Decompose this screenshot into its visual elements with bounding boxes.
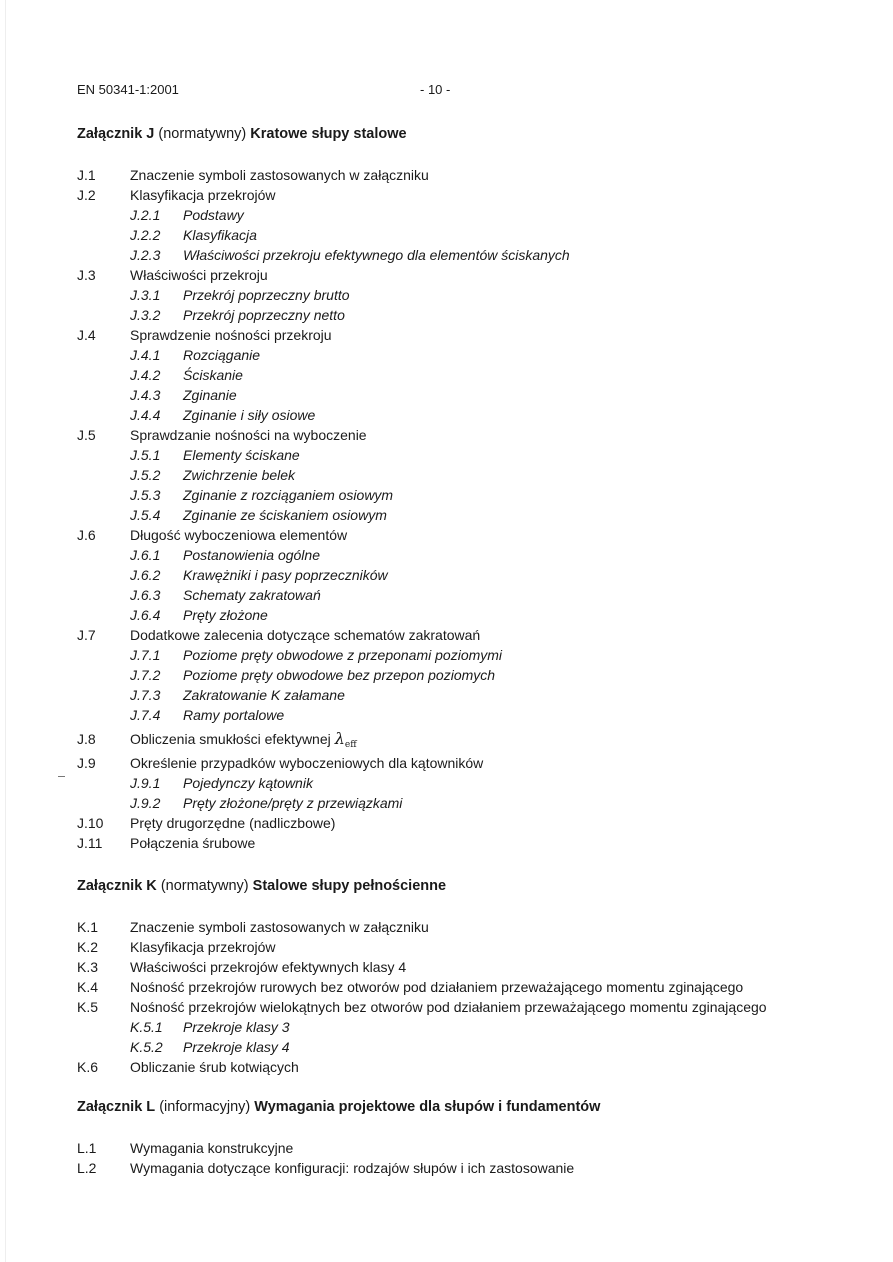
scan-edge: [5, 0, 6, 1262]
toc-item-j7-3: J.7.3 Zakratowanie K załamane: [130, 687, 345, 703]
toc-item-j5-2: J.5.2 Zwichrzenie belek: [130, 467, 296, 483]
toc-item-j9-1: J.9.1 Pojedynczy kątownik: [130, 775, 313, 791]
toc-item-j4-2: J.4.2 Ściskanie: [130, 367, 243, 383]
toc-item-j6-3: J.6.3 Schematy zakratowań: [130, 587, 321, 603]
toc-item-j4: J.4 Sprawdzenie nośności przekroju: [77, 327, 332, 343]
toc-item-j7-1: J.7.1 Poziome pręty obwodowe z przeponami poziomymi: [130, 647, 503, 663]
toc-item-j5: J.5 Sprawdzanie nośności na wyboczenie: [77, 427, 367, 443]
toc-item-j8-text: Obliczenia smukłości efektywnej: [130, 731, 331, 747]
toc-item-j5-1: J.5.1 Elementy ściskane: [130, 447, 300, 463]
margin-mark: [58, 776, 65, 777]
annex-j-heading: [77, 126, 407, 142]
annex-j-title: Kratowe słupy stalowe: [250, 126, 407, 142]
annex-k-label: Załącznik K: [77, 878, 157, 894]
toc-item-j4-1: J.4.1 Rozciąganie: [130, 347, 261, 363]
toc-item-k5: K.5 Nośność przekrojów wielokątnych bez otworów pod działaniem przeważającego momentu zginającego: [77, 999, 767, 1015]
toc-item-j6-4: J.6.4 Pręty złożone: [130, 607, 268, 623]
annex-j-type: (normatywny): [158, 126, 247, 142]
toc-item-j3-2: J.3.2 Przekrój poprzeczny netto: [130, 307, 345, 323]
toc-item-j2-2: J.2.2 Klasyfikacja: [130, 227, 257, 243]
toc-item-j9-2: J.9.2 Pręty złożone/pręty z przewiązkami: [130, 795, 403, 811]
toc-item-k4: K.4 Nośność przekrojów rurowych bez otworów pod działaniem przeważającego momentu zginającego: [77, 979, 744, 995]
annex-k-title: Stalowe słupy pełnościenne: [252, 878, 447, 894]
toc-item-k1: K.1 Znaczenie symboli zastosowanych w załączniku: [77, 919, 429, 935]
toc-item-j7: J.7 Dodatkowe zalecenia dotyczące schematów zakratowań: [77, 627, 481, 643]
toc-item-j8: J.8 Obliczenia smukłości efektywnej $\lambda_{eff}$: [77, 729, 357, 750]
annex-l-title: Wymagania projektowe dla słupów i fundamentów: [254, 1099, 601, 1115]
annex-k-contents: [77, 917, 837, 1077]
toc-item-j1: J.1 Znaczenie symboli zastosowanych w załączniku: [77, 167, 429, 183]
toc-item-j6: J.6 Długość wyboczeniowa elementów: [77, 527, 348, 543]
toc-item-j2-3: J.2.3 Właściwości przekroju efektywnego dla elementów ściskanych: [130, 247, 570, 263]
annex-j-label: Załącznik J: [77, 126, 155, 142]
annex-j-contents: [77, 165, 837, 853]
annex-l-heading: [77, 1099, 600, 1115]
annex-l-contents: [77, 1138, 837, 1178]
document-id: EN 50341-1:2001: [77, 82, 179, 97]
toc-item-j6-1: J.6.1 Postanowienia ogólne: [130, 547, 320, 563]
toc-item-j2-1: J.2.1 Podstawy: [130, 207, 244, 223]
toc-item-j11: J.11 Połączenia śrubowe: [77, 835, 256, 851]
toc-item-k6: K.6 Obliczanie śrub kotwiących: [77, 1059, 299, 1075]
toc-item-j3-1: J.3.1 Przekrój poprzeczny brutto: [130, 287, 350, 303]
toc-item-k3: K.3 Właściwości przekrojów efektywnych klasy 4: [77, 959, 407, 975]
toc-item-j4-3: J.4.3 Zginanie: [130, 387, 237, 403]
toc-item-j5-3: J.5.3 Zginanie z rozciąganiem osiowym: [130, 487, 394, 503]
toc-item-j6-2: J.6.2 Krawężniki i pasy poprzeczników: [130, 567, 388, 583]
toc-item-j7-2: J.7.2 Poziome pręty obwodowe bez przepon poziomych: [130, 667, 496, 683]
toc-item-k2: K.2 Klasyfikacja przekrojów: [77, 939, 276, 955]
toc-item-j2: J.2 Klasyfikacja przekrojów: [77, 187, 276, 203]
toc-item-k5-1: K.5.1 Przekroje klasy 3: [130, 1019, 290, 1035]
annex-k-heading: [77, 878, 446, 894]
lambda-eff-symbol: $\lambda_{eff}$: [334, 729, 357, 750]
page-header: [77, 82, 817, 100]
toc-item-j5-4: J.5.4 Zginanie ze ściskaniem osiowym: [130, 507, 387, 523]
toc-item-l1: L.1 Wymagania konstrukcyjne: [77, 1140, 294, 1156]
toc-item-j9: J.9 Określenie przypadków wyboczeniowych dla kątowników: [77, 755, 484, 771]
toc-item-k5-2: K.5.2 Przekroje klasy 4: [130, 1039, 290, 1055]
annex-k-type: (normatywny): [160, 878, 249, 894]
annex-l-label: Załącznik L: [77, 1099, 156, 1115]
toc-item-l2: L.2 Wymagania dotyczące konfiguracji: rodzajów słupów i ich zastosowanie: [77, 1160, 575, 1176]
toc-item-j3: J.3 Właściwości przekroju: [77, 267, 268, 283]
toc-item-j10: J.10 Pręty drugorzędne (nadliczbowe): [77, 815, 336, 831]
toc-item-j7-4: J.7.4 Ramy portalowe: [130, 707, 285, 723]
page-number: - 10 -: [420, 82, 451, 97]
toc-item-j4-4: J.4.4 Zginanie i siły osiowe: [130, 407, 316, 423]
annex-l-type: (informacyjny): [159, 1099, 251, 1115]
